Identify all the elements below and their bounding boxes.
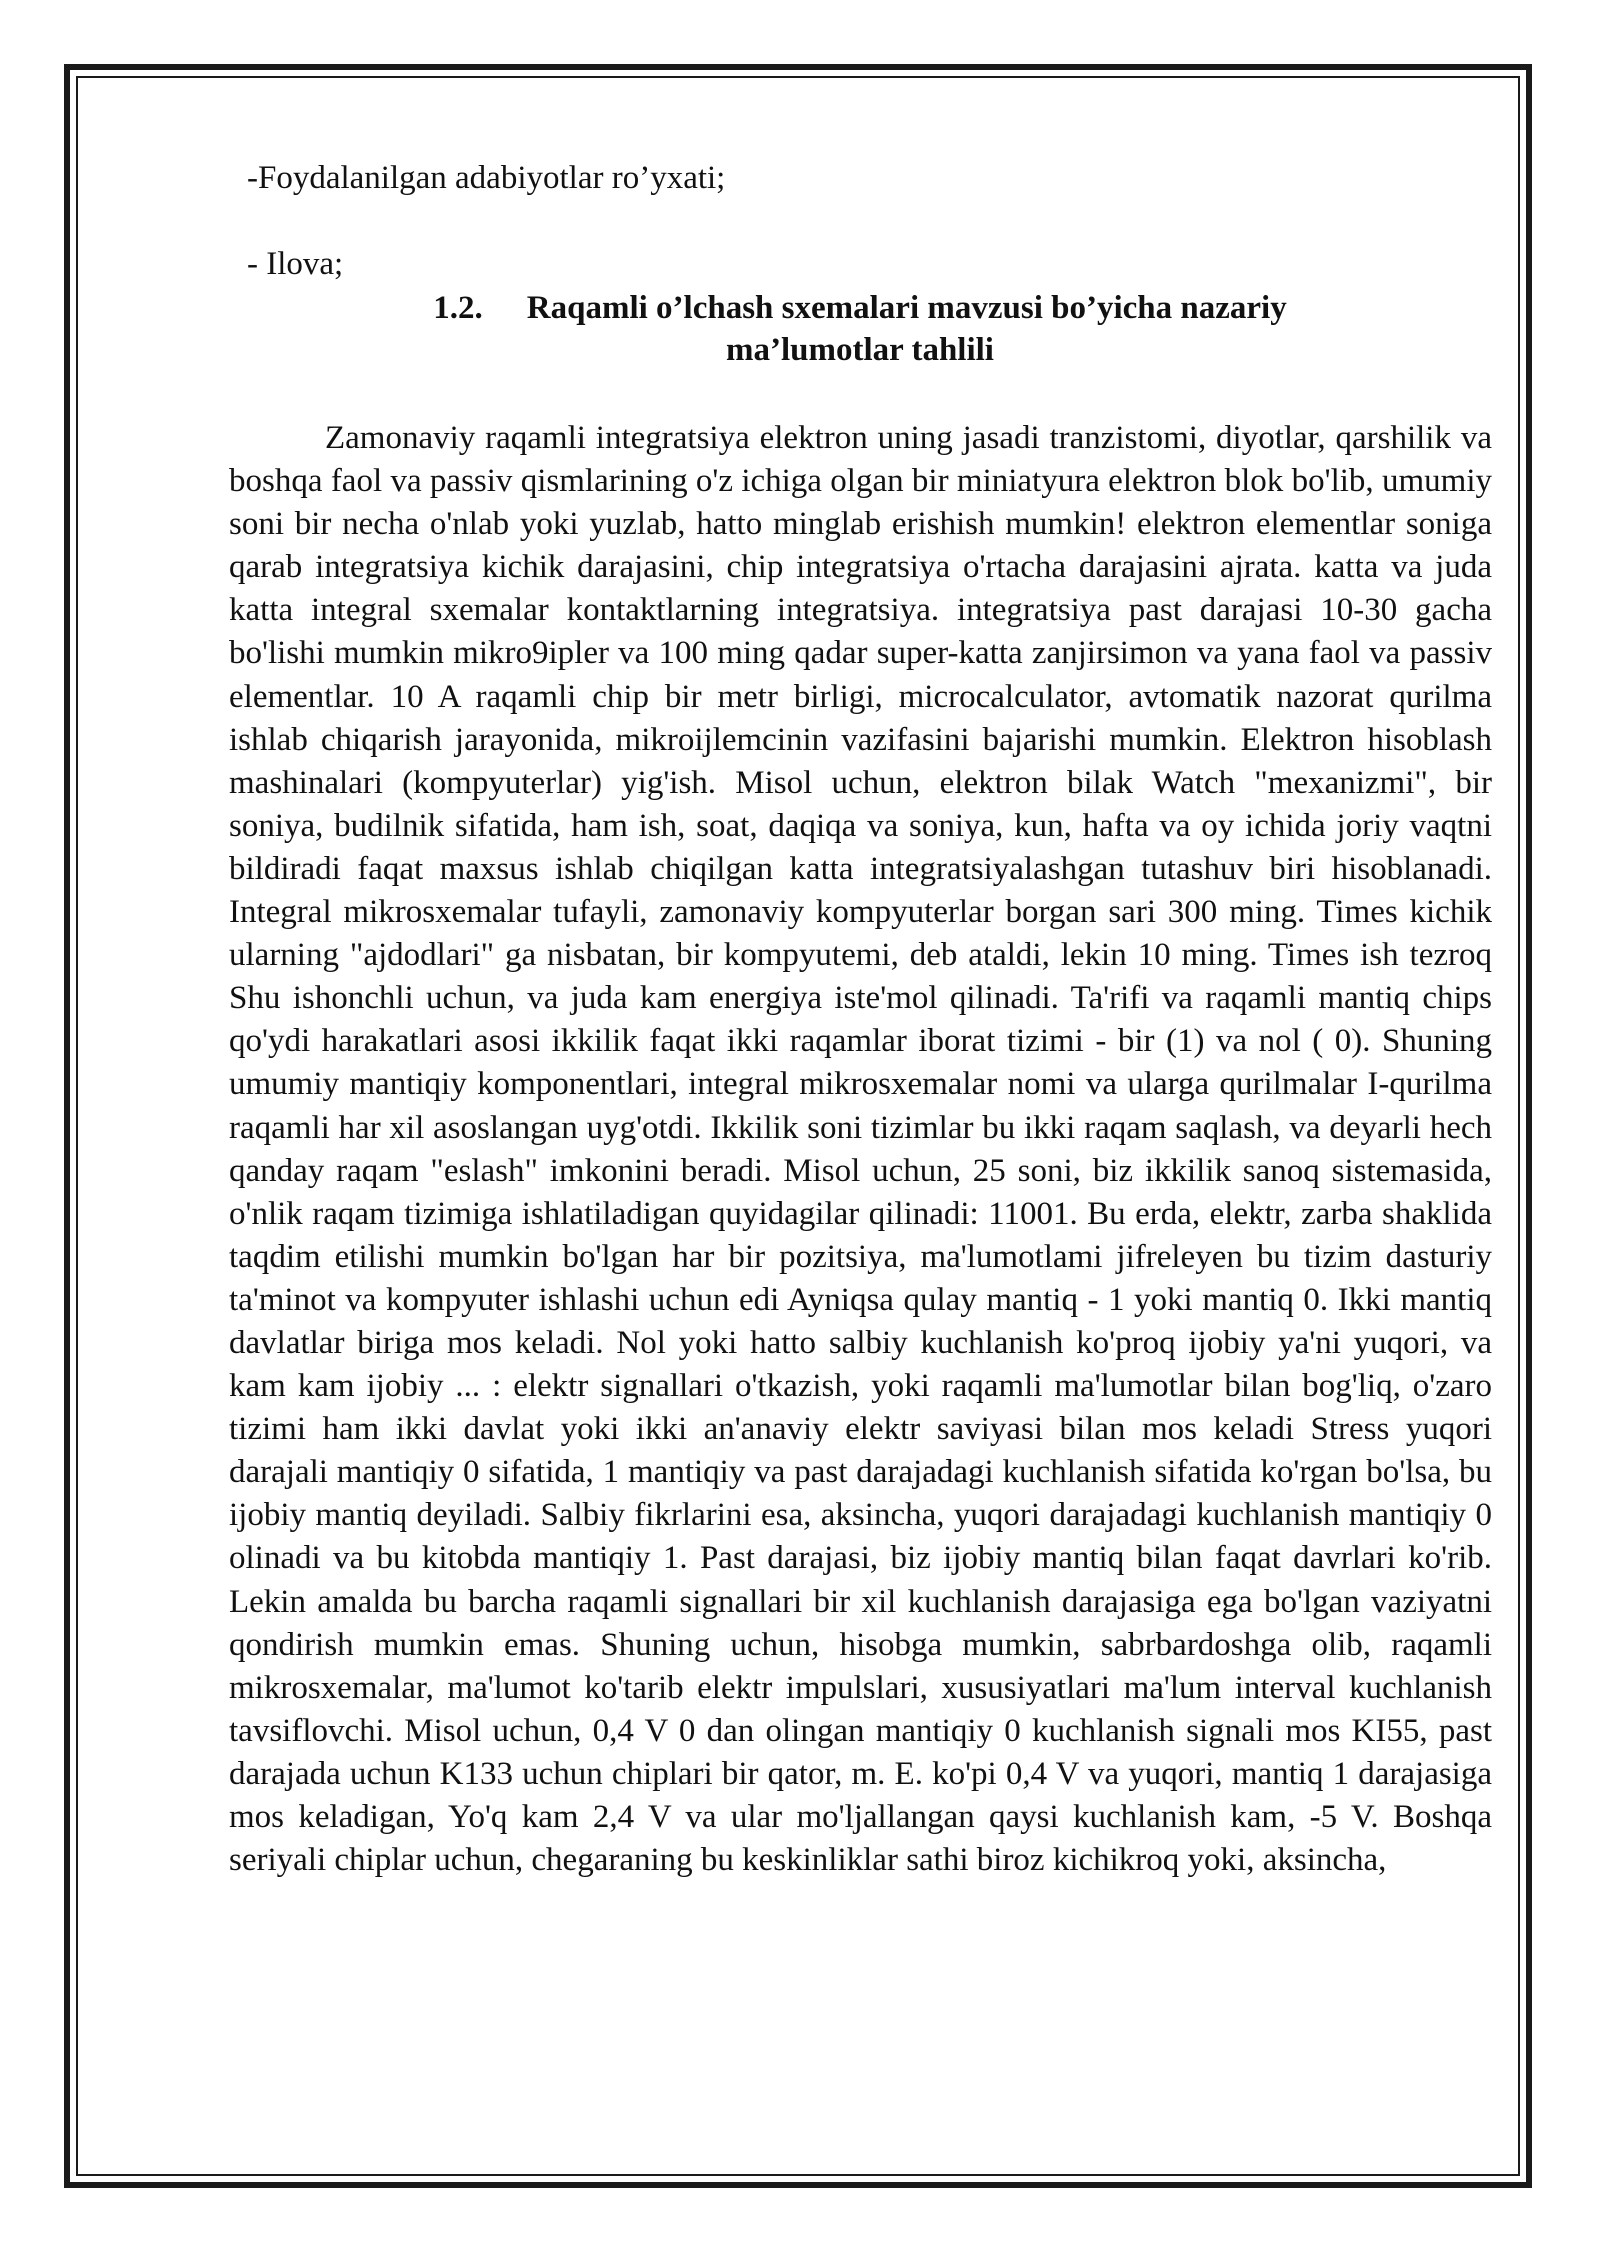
section-title-line-1: Raqamli o’lchash sxemalari mavzusi bo’yicha nazariy bbox=[526, 290, 1287, 326]
list-item-appendix: - Ilova; bbox=[247, 246, 344, 282]
section-heading bbox=[230, 286, 1490, 330]
list-item-references: -Foydalanilgan adabiyotlar ro’yxati; bbox=[247, 160, 726, 196]
body-paragraph: Zamonaviy raqamli integratsiya elektron uning jasadi tranzistomi, diyotlar, qarshilik va boshqa faol va passiv qismlarining o'z ichiga olgan bir miniatyura elektron blok bo'lib, umumiy soni bir necha o'nlab yoki yuzlab, hatto minglab erishish mumkin! elektron elementlar soniga qarab integratsiya kichik darajasini, chip integratsiya o'rtacha darajasini ajrata. katta va juda katta integral sxemalar kontaktlarning integratsiya. integratsiya past darajasi 10-30 gacha bo'lishi mumkin mikro9ipler va 100 ming qadar super-katta zanjirsimon va yana faol va passiv elementlar. 10 A raqamli chip bir metr birligi, microcalculator, avtomatik nazorat qurilma ishlab chiqarish jarayonida, mikroijlemcinin vazifasini bajarishi mumkin. Elektron hisoblash mashinalari (kompyuterlar) yig'ish. Misol uchun, elektron bilak Watch "mexanizmi", bir soniya, budilnik sifatida, ham ish, soat, daqiqa va soniya, kun, hafta va oy ichida joriy vaqtni bildiradi faqat maxsus ishlab chiqilgan katta integratsiyalashgan tutashuv biri hisoblanadi. Integral mikrosxemalar tufayli, zamonaviy kompyuterlar borgan sari 300 ming. Times kichik ularning "ajdodlari" ga nisbatan, bir kompyutemi, deb ataldi, lekin 10 ming. Times ish tezroq Shu ishonchli uchun, va juda kam energiya iste'mol qilinadi. Ta'rifi va raqamli mantiq chips qo'ydi harakatlari asosi ikkilik faqat ikki raqamlar iborat tizimi - bir (1) va nol ( 0). Shuning umumiy mantiqiy komponentlari, integral mikrosxemalar nomi va ularga qurilmalar I-qurilma raqamli har xil asoslangan uyg'otdi. Ikkilik soni tizimlar bu ikki raqam saqlash, va deyarli hech qanday raqam "eslash" imkonini beradi. Misol uchun, 25 soni, biz ikkilik sanoq sistemasida, o'nlik raqam tizimiga ishlatiladigan quyidagilar qilinadi: 11001. Bu erda, elektr, zarba shaklida taqdim etilishi mumkin bo'lgan har bir pozitsiya, ma'lumotlami jifreleyen bu tizim dasturiy ta'minot va kompyuter ishlashi uchun edi Ayniqsa qulay mantiq - 1 yoki mantiq 0. Ikki mantiq davlatlar biriga mos keladi. Nol yoki hatto salbiy kuchlanish ko'proq ijobiy ya'ni yuqori, va kam kam ijobiy ... : elektr signallari o'tkazish, yoki raqamli ma'lumotlar bilan bog'liq, o'zaro tizimi ham ikki davlat yoki ikki an'anaviy elektr saviyasi bilan mos keladi Stress yuqori darajali mantiqiy 0 sifatida, 1 mantiqiy va past darajadagi kuchlanish sifatida ko'rgan bo'lsa, bu ijobiy mantiq deyiladi. Salbiy fikrlarini esa, aksincha, yuqori darajadagi kuchlanish mantiqiy 0 olinadi va bu kitobda mantiqiy 1. Past darajasi, biz ijobiy mantiq bilan faqat davrlari ko'rib. Lekin amalda bu barcha raqamli signallari bir xil kuchlanish darajasiga ega bo'lgan vaziyatni qondirish mumkin emas. Shuning uchun, hisobga mumkin, sabrbardoshga olib, raqamli mikrosxemalar, ma'lumot ko'tarib elektr impulslari, xususiyatlari ma'lum interval kuchlanish tavsiflovchi. Misol uchun, 0,4 V 0 dan olingan mantiqiy 0 kuchlanish signali mos KI55, past darajada uchun K133 uchun chiplari bir qator, m. E. ko'pi 0,4 V va yuqori, mantiq 1 darajasiga mos keladigan, Yo'q kam 2,4 V va ular mo'ljallangan qaysi kuchlanish kam, -5 V. Boshqa seriyali chiplar uchun, chegaraning bu keskinliklar sathi biroz kichikroq yoki, aksincha, bbox=[229, 420, 1492, 1879]
section-number: 1.2. bbox=[433, 290, 483, 326]
section-heading-continued bbox=[230, 328, 1490, 372]
section-title-line-2: ma’lumotlar tahlili bbox=[726, 332, 994, 368]
